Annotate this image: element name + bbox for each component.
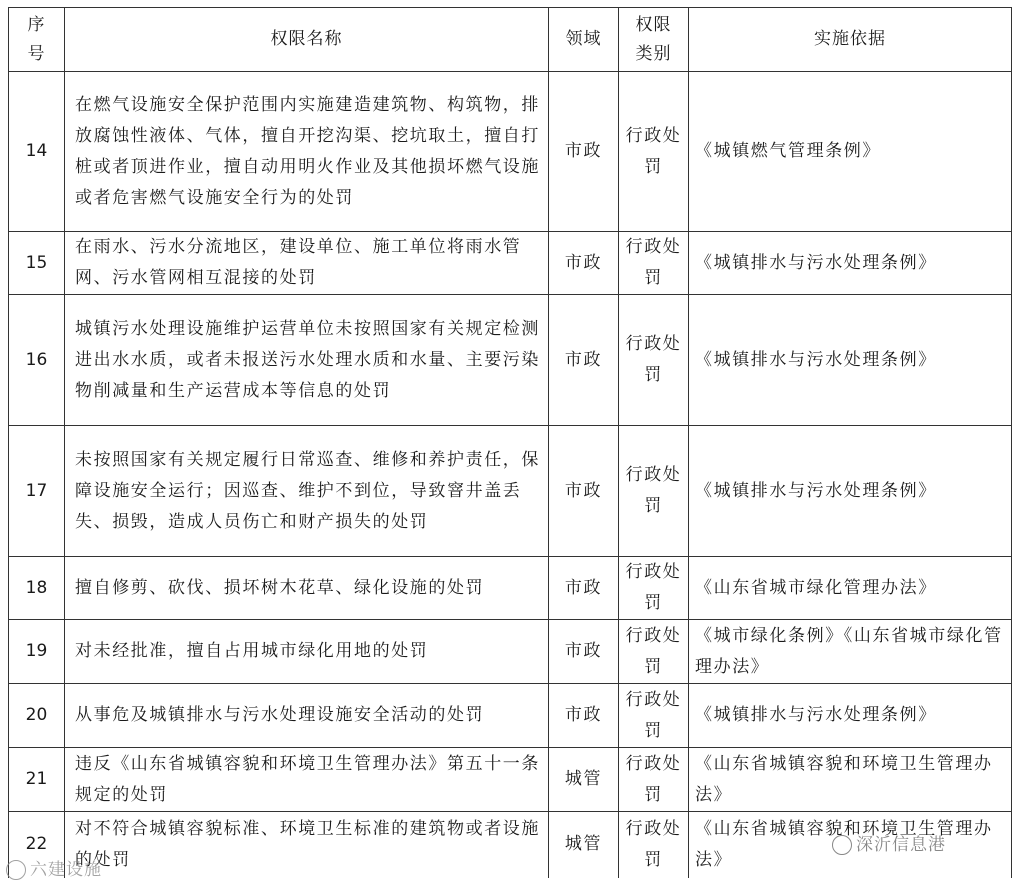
- row-basis: 《山东省城市绿化管理办法》: [689, 557, 1012, 620]
- table-row: [9, 684, 1012, 748]
- row-name: 对不符合城镇容貌标准、环境卫生标准的建筑物或者设施的处罚: [65, 812, 549, 878]
- watermark-right: [832, 830, 946, 855]
- row-category: 行政处罚: [619, 812, 689, 878]
- row-seq: 16: [9, 295, 65, 426]
- row-seq: 22: [9, 812, 65, 878]
- row-name: 违反《山东省城镇容貌和环境卫生管理办法》第五十一条规定的处罚: [65, 748, 549, 812]
- authority-table: [8, 7, 1012, 878]
- row-name: 在燃气设施安全保护范围内实施建造建筑物、构筑物，排放腐蚀性液体、气体，擅自开挖沟渠、挖坑取土，擅自打桩或者顶进作业，擅自动用明火作业及其他损坏燃气设施或者危害燃气设施安全行为的处罚: [65, 72, 549, 232]
- row-category: 行政处罚: [619, 748, 689, 812]
- row-category: 行政处罚: [619, 72, 689, 232]
- row-domain: 城管: [549, 812, 619, 878]
- table-row: [9, 620, 1012, 684]
- row-name: 从事危及城镇排水与污水处理设施安全活动的处罚: [65, 684, 549, 748]
- row-name: 在雨水、污水分流地区，建设单位、施工单位将雨水管网、污水管网相互混接的处罚: [65, 232, 549, 295]
- row-name: 对未经批准，擅自占用城市绿化用地的处罚: [65, 620, 549, 684]
- table-row: [9, 72, 1012, 232]
- header-name: 权限名称: [65, 8, 549, 72]
- row-basis: 《城镇排水与污水处理条例》: [689, 295, 1012, 426]
- table-row: [9, 557, 1012, 620]
- row-name: 城镇污水处理设施维护运营单位未按照国家有关规定检测进出水水质，或者未报送污水处理水质和水量、主要污染物削减量和生产运营成本等信息的处罚: [65, 295, 549, 426]
- row-basis: 《山东省城镇容貌和环境卫生管理办法》: [689, 812, 1012, 878]
- wechat-icon: [832, 835, 852, 855]
- row-domain: 市政: [549, 557, 619, 620]
- header-seq: [9, 8, 65, 72]
- table-row: [9, 748, 1012, 812]
- row-seq: 18: [9, 557, 65, 620]
- row-basis: 《山东省城镇容貌和环境卫生管理办法》: [689, 748, 1012, 812]
- row-seq: 21: [9, 748, 65, 812]
- row-basis: 《城市绿化条例》《山东省城市绿化管理办法》: [689, 620, 1012, 684]
- row-domain: 市政: [549, 295, 619, 426]
- header-domain: 领域: [549, 8, 619, 72]
- row-domain: 市政: [549, 232, 619, 295]
- watermark-right-text: 深沂信息港: [856, 835, 946, 855]
- row-category: 行政处罚: [619, 620, 689, 684]
- row-seq: 20: [9, 684, 65, 748]
- row-basis: 《城镇排水与污水处理条例》: [689, 232, 1012, 295]
- row-basis: 《城镇燃气管理条例》: [689, 72, 1012, 232]
- row-domain: 城管: [549, 748, 619, 812]
- row-category: 行政处罚: [619, 232, 689, 295]
- watermark-logo-icon: [6, 860, 26, 880]
- row-domain: 市政: [549, 620, 619, 684]
- row-seq: 14: [9, 72, 65, 232]
- table-row: [9, 426, 1012, 557]
- header-category-label: 权限 类别: [635, 14, 672, 64]
- row-name: 未按照国家有关规定履行日常巡查、维修和养护责任，保障设施安全运行；因巡查、维护不到位，导致窨井盖丢失、损毁，造成人员伤亡和财产损失的处罚: [65, 426, 549, 557]
- row-seq: 15: [9, 232, 65, 295]
- watermark-left: [6, 855, 102, 880]
- table-row: [9, 232, 1012, 295]
- row-category: 行政处罚: [619, 557, 689, 620]
- row-category: 行政处罚: [619, 684, 689, 748]
- table-row: [9, 295, 1012, 426]
- row-domain: 市政: [549, 72, 619, 232]
- row-domain: 市政: [549, 684, 619, 748]
- table-header-row: [9, 8, 1012, 72]
- row-basis: 《城镇排水与污水处理条例》: [689, 426, 1012, 557]
- row-domain: 市政: [549, 426, 619, 557]
- watermark-left-text: 六建设施: [30, 860, 102, 880]
- row-basis: 《城镇排水与污水处理条例》: [689, 684, 1012, 748]
- row-seq: 17: [9, 426, 65, 557]
- row-name: 擅自修剪、砍伐、损坏树木花草、绿化设施的处罚: [65, 557, 549, 620]
- header-basis: 实施依据: [689, 8, 1012, 72]
- row-category: 行政处罚: [619, 295, 689, 426]
- header-category: [619, 8, 689, 72]
- row-category: 行政处罚: [619, 426, 689, 557]
- row-seq: 19: [9, 620, 65, 684]
- header-seq-label: 序 号: [27, 14, 46, 64]
